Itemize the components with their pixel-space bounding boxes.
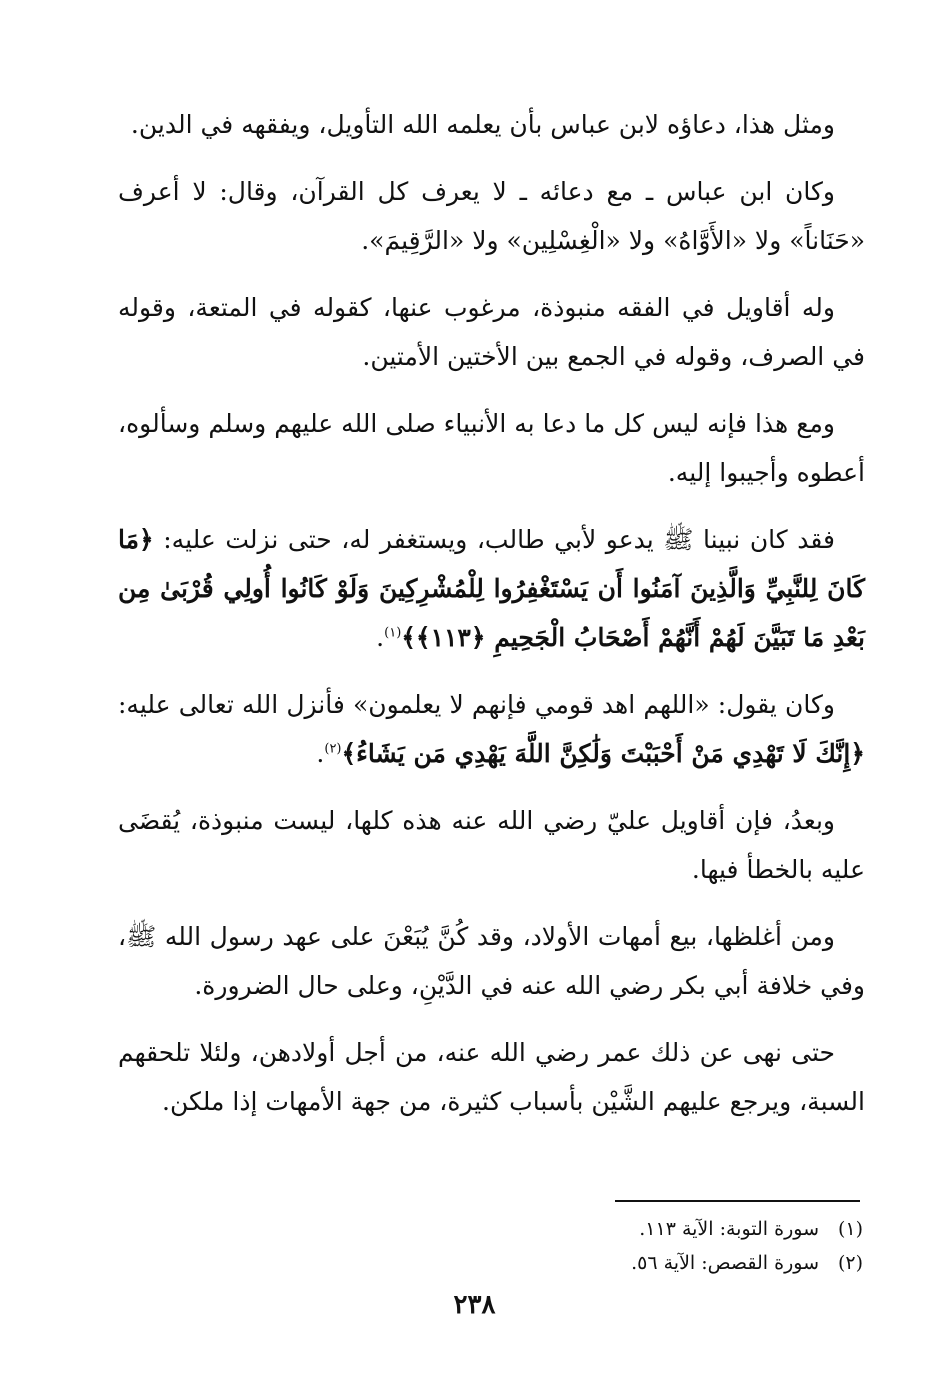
paragraph-end: . — [376, 623, 385, 652]
paragraph — [118, 100, 865, 149]
footnote-number: (١) — [837, 1218, 863, 1240]
footnote — [463, 1246, 863, 1280]
footnote-text: سورة القصص: الآية ٥٦. — [631, 1252, 819, 1274]
footnote-marker: (٢) — [324, 741, 342, 757]
quran-verse: ﴿مَا كَانَ لِلنَّبِيِّ وَالَّذِينَ آمَنُوا أَن يَسْتَغْفِرُوا لِلْمُشْرِكِينَ وَلَوْ كَانُوا أُولِي قُرْبَىٰ مِن بَعْدِ مَا تَبَيَّنَ لَهُمْ أَنَّهُمْ أَصْحَابُ الْجَحِيمِ ﴿١١٣﴾﴾ — [118, 525, 865, 652]
footnote — [463, 1212, 863, 1246]
paragraph — [118, 796, 865, 894]
paragraph — [118, 167, 865, 265]
paragraph-text: فقد كان نبينا ﷺ يدعو لأبي طالب، ويستغفر له، حتى نزلت عليه: — [153, 525, 835, 554]
paragraph — [118, 515, 865, 662]
footnote-number: (٢) — [837, 1252, 863, 1274]
footnote-divider — [615, 1200, 860, 1202]
paragraph-text: ومن أغلظها، بيع أمهات الأولاد، وقد كُنَّ يُبَعْنَ على عهد رسول الله ﷺ، وفي خلافة أبي بكر رضي الله عنه في الدَّيْنِ، وعلى حال الضرورة. — [118, 922, 865, 1000]
paragraph-end: . — [316, 739, 325, 768]
footnotes — [463, 1212, 863, 1280]
paragraph — [118, 680, 865, 778]
paragraph-text: حتى نهى عن ذلك عمر رضي الله عنه، من أجل أولادهن، ولئلا تلحقهم السبة، ويرجع عليهم الشَّيْن بأسباب كثيرة، من جهة الأمهات إذا ملكن. — [118, 1038, 865, 1116]
paragraph — [118, 912, 865, 1010]
quran-verse: ﴿إِنَّكَ لَا تَهْدِي مَنْ أَحْبَبْتَ وَلَٰكِنَّ اللَّهَ يَهْدِي مَن يَشَاءُ﴾ — [341, 739, 865, 768]
footnote-text: سورة التوبة: الآية ١١٣. — [639, 1218, 819, 1240]
paragraph-text: وبعدُ، فإن أقاويل عليّ رضي الله عنه هذه كلها، ليست منبوذة، يُقضَى عليه بالخطأ فيها. — [118, 806, 865, 884]
body-text — [118, 100, 865, 1144]
paragraph-text: ومثل هذا، دعاؤه لابن عباس بأن يعلمه الله التأويل، ويفقهه في الدين. — [130, 110, 835, 139]
paragraph — [118, 399, 865, 497]
paragraph-text: ومع هذا فإنه ليس كل ما دعا به الأنبياء صلى الله عليهم وسلم وسألوه، أعطوه وأجيبوا إليه. — [118, 409, 865, 487]
footnote-marker: (١) — [384, 625, 402, 641]
paragraph-text: وله أقاويل في الفقه منبوذة، مرغوب عنها، كقوله في المتعة، وقوله في الصرف، وقوله في الجمع بين الأختين الأمتين. — [118, 293, 865, 371]
paragraph — [118, 1028, 865, 1126]
paragraph — [118, 283, 865, 381]
paragraph-text: وكان يقول: «اللهم اهد قومي فإنهم لا يعلمون» فأنزل الله تعالى عليه: — [118, 690, 835, 719]
paragraph-text: وكان ابن عباس ـ مع دعائه ـ لا يعرف كل القرآن، وقال: لا أعرف «حَنَاناً» ولا «الأَوَّاهُ» ولا «الْغِسْلِين» ولا «الرَّقِيمَ». — [118, 177, 865, 255]
page-number: ٢٣٨ — [453, 1290, 496, 1320]
